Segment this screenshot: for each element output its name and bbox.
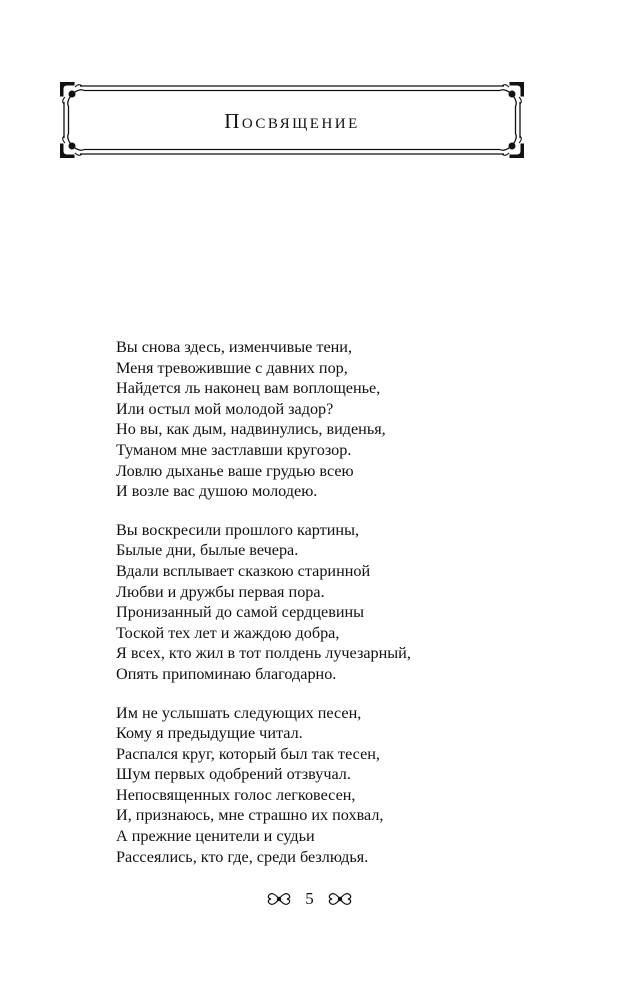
poem-line: Вы снова здесь, изменчивые тени, [116,338,353,356]
poem-line: Ловлю дыханье ваше грудью всею [116,461,354,480]
poem-line: Рассеялись, кто где, среди безлюдья. [116,847,369,866]
poem-line: Кому я предыдущие читал. [116,724,303,743]
poem-line: Непосвященных голос легковесен, [116,785,356,804]
poem-line: Я всех, кто жил в тот полдень лучезарный, [116,644,411,663]
stanza [116,703,536,868]
title-frame [60,82,524,158]
poem-line: Тоской тех лет и жаждою добра, [116,623,340,642]
poem-line: Былые дни, былые вечера. [116,541,299,560]
page-footer [0,884,619,914]
poem-line: Им не услышать следующих песен, [116,703,362,722]
poem-line: И, признаюсь, мне страшно их похвал, [116,806,384,825]
poem-line: Распался круг, который был так тесен, [116,744,380,763]
poem-line: Шум первых одобрений отзвучал. [116,765,351,784]
poem-line: Вы воскресили прошлого картины, [116,520,359,539]
poem-line: Туманом мне застлавши кругозор. [116,440,352,459]
poem-line: Но вы, как дым, надвинулись, виденья, [116,420,386,439]
poem-line: Любви и дружбы первая пора. [116,582,325,601]
floral-ornament-icon [267,889,291,909]
poem-line: Пронизанный до самой сердцевины [116,603,365,622]
floral-ornament-icon [328,889,352,909]
stanza [116,337,536,502]
poem-line: Вдали всплывает сказкою старинной [116,561,371,580]
poem-line: И возле вас душою молодею. [116,482,318,501]
poem-line: Меня тревожившие с давних пор, [116,358,348,377]
poem-line: Найдется ль наконец вам воплощенье, [116,379,381,398]
poem-line: Опять припоминаю благодарно. [116,664,337,683]
page-number: 5 [305,889,314,908]
poem-line: А прежние ценители и судьи [116,827,315,846]
poem-body [116,337,536,885]
stanza [116,520,536,685]
poem-line: Или остыл мой молодой задор? [116,399,334,418]
page-title: Посвящение [224,108,360,133]
